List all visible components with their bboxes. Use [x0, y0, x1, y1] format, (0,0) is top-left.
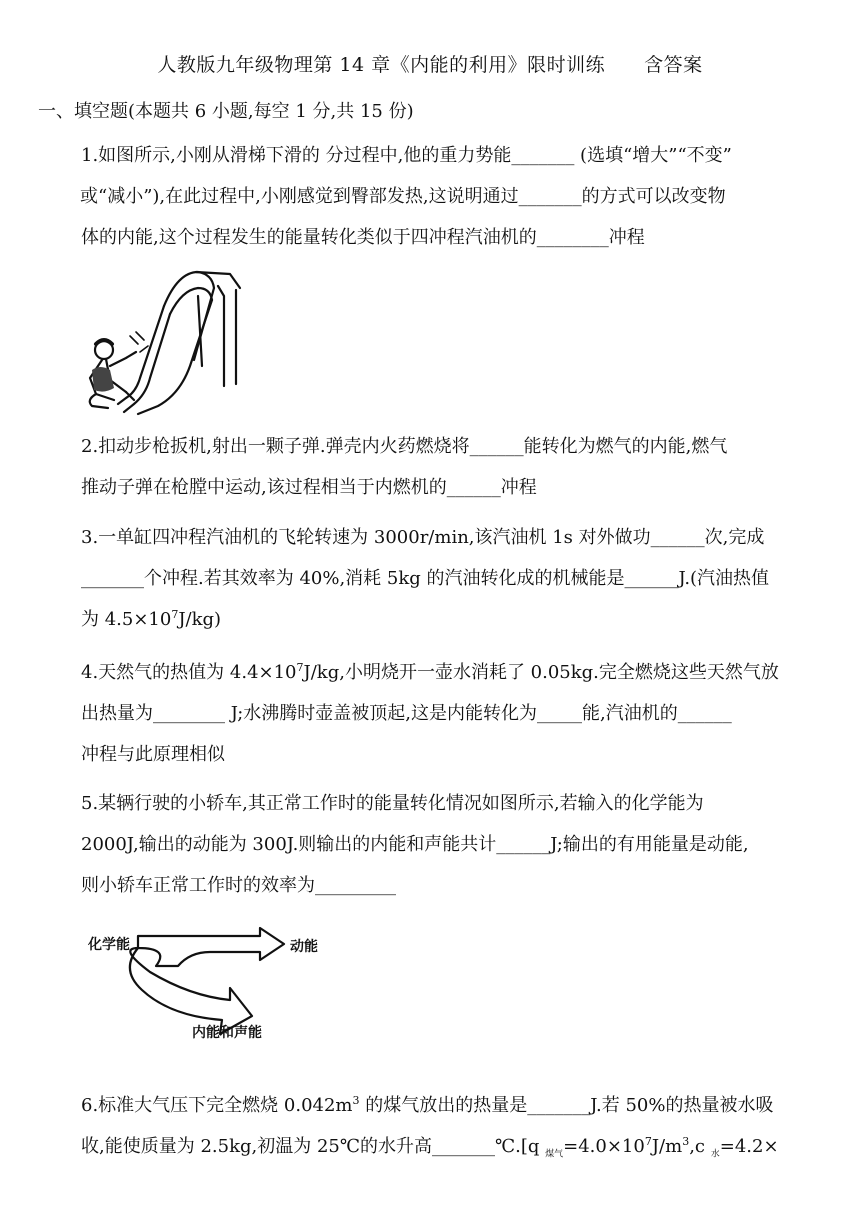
q6-line-2-a: 收,能使质量为 2.5kg,初温为 25℃的水升高_______℃.[q — [81, 1136, 546, 1157]
question-5 — [81, 783, 821, 906]
q2-line-2: 推动子弹在枪膛中运动,该过程相当于内燃机的______冲程 — [81, 477, 537, 498]
q6-exponent-1: 3 — [352, 1094, 360, 1107]
q6-exponent-3: 3 — [682, 1135, 690, 1148]
diagram-output-label: 动能 — [290, 939, 318, 955]
q6-line-1 — [81, 1085, 821, 1126]
q6-line-2-d: ,c — [689, 1136, 711, 1157]
q6-exponent-2: 7 — [644, 1135, 652, 1148]
q6-line-2-c: J/m — [651, 1136, 683, 1157]
section-heading: 一、填空题(本题共 6 小题,每空 1 分,共 15 份) — [38, 101, 414, 122]
q3-line-2: _______个冲程.若其效率为 40%,消耗 5kg 的汽油转化成的机械能是______J.(汽油热值 — [81, 568, 770, 589]
q5-line-2: 2000J,输出的动能为 300J.则输出的内能和声能共计______J;输出的有用能量是动能, — [81, 834, 749, 855]
q5-line-1: 5.某辆行驶的小轿车,其正常工作时的能量转化情况如图所示,若输入的化学能为 — [81, 793, 704, 814]
q6-line-1-a: 6.标准大气压下完全燃烧 0.042m — [81, 1095, 353, 1116]
slide-illustration-icon — [78, 266, 248, 418]
q1-line-1: 1.如图所示,小刚从滑梯下滑的 分过程中,他的重力势能_______ (选填“增大”“不变” — [81, 145, 732, 166]
question-3 — [81, 517, 821, 640]
q3-line-3 — [81, 599, 821, 640]
q6-line-2-b: =4.0×10 — [563, 1136, 645, 1157]
q3-line-3-b: J/kg) — [178, 609, 222, 630]
q6-subscript-gas: 煤气 — [545, 1149, 564, 1160]
q5-line-3: 则小轿车正常工作时的效率为_________ — [81, 875, 396, 896]
q6-line-2 — [81, 1126, 821, 1167]
q6-line-2-e: =4.2× — [719, 1136, 779, 1157]
diagram-input-label: 化学能 — [88, 937, 130, 953]
q6-subscript-water: 水 — [710, 1149, 720, 1160]
q3-line-1: 3.一单缸四冲程汽油机的飞轮转速为 3000r/min,该汽油机 1s 对外做功______次,完成 — [81, 527, 765, 548]
q1-line-2: 或“减小”),在此过程中,小刚感觉到臀部发热,这说明通过_______的方式可以改变物 — [80, 186, 726, 207]
q3-line-3-a: 为 4.5×10 — [81, 609, 172, 630]
q1-line-3: 体的内能,这个过程发生的能量转化类似于四冲程汽油机的________冲程 — [81, 227, 645, 248]
diagram-loss-label: 内能和声能 — [192, 1025, 262, 1041]
q4-line-3: 冲程与此原理相似 — [81, 744, 225, 765]
q4-line-1 — [81, 652, 821, 693]
page-title: 人教版九年级物理第 14 章《内能的利用》限时训练 含答案 — [157, 54, 703, 76]
q6-line-1-b: 的煤气放出的热量是_______J.若 50%的热量被水吸 — [359, 1095, 774, 1116]
q4-line-1-a: 4.天然气的热值为 4.4×10 — [81, 662, 297, 683]
question-4 — [81, 652, 821, 775]
q4-line-1-b: J/kg,小明烧开一壶水消耗了 0.05kg.完全燃烧这些天然气放 — [303, 662, 779, 683]
q4-line-2: 出热量为________ J;水沸腾时壶盖被顶起,这是内能转化为_____能,汽油机的______ — [81, 703, 732, 724]
q2-line-1: 2.扣动步枪扳机,射出一颗子弹.弹壳内火药燃烧将______能转化为燃气的内能,燃气 — [81, 436, 728, 457]
q3-exponent: 7 — [171, 608, 179, 621]
question-6 — [81, 1085, 821, 1167]
q4-exponent: 7 — [296, 661, 304, 674]
energy-diagram — [80, 926, 330, 1044]
question-1 — [81, 135, 821, 258]
question-2 — [81, 426, 821, 508]
